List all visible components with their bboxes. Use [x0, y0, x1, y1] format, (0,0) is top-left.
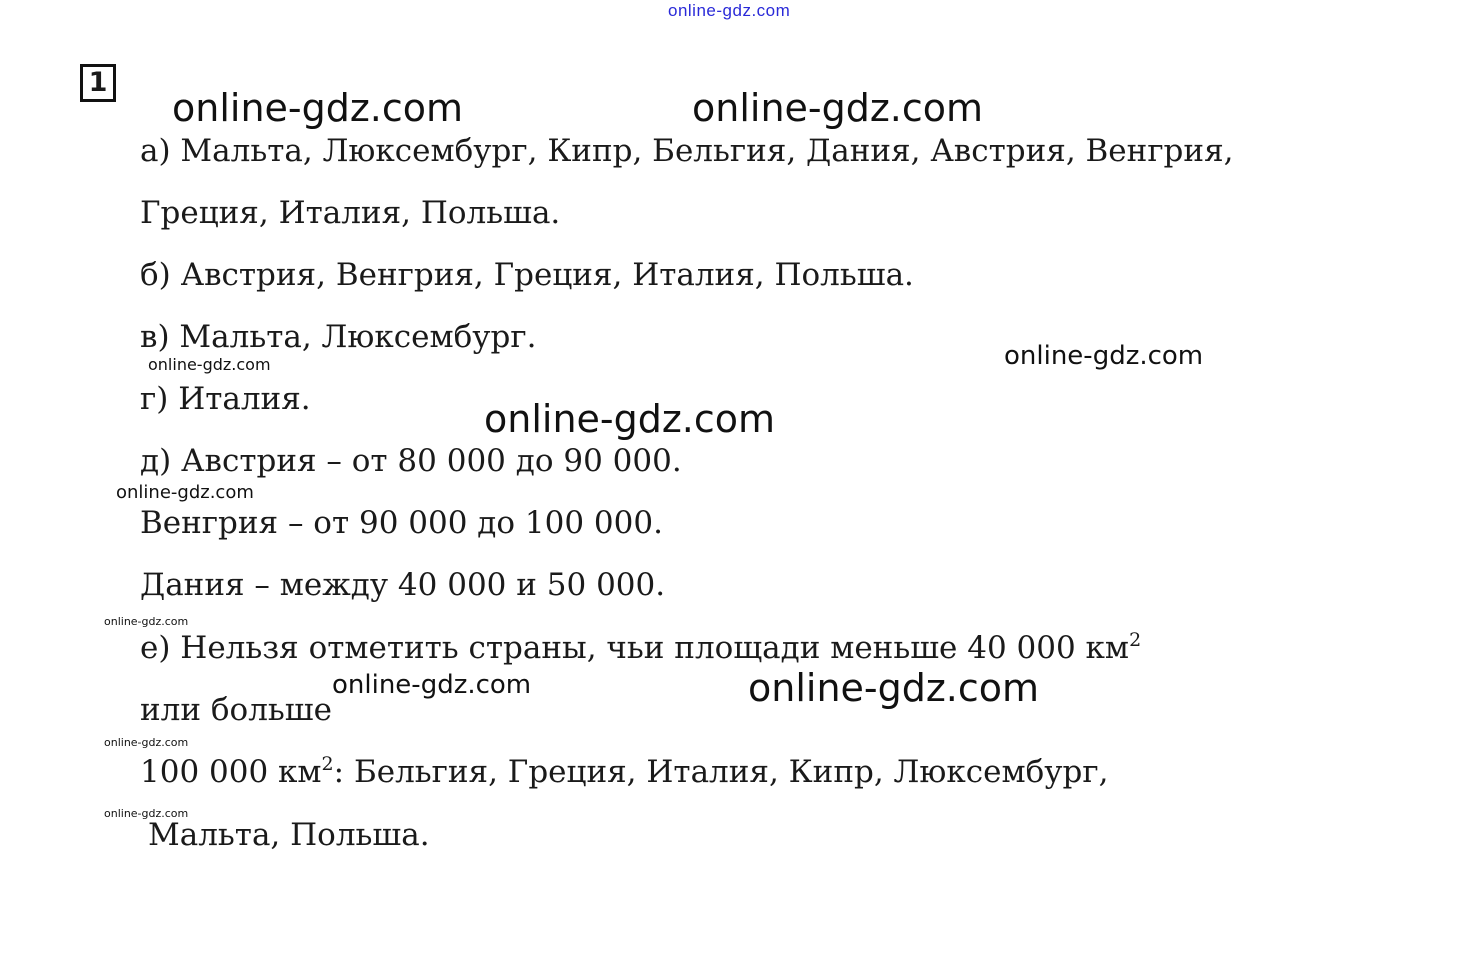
- watermark: online-gdz.com: [332, 670, 532, 700]
- answer-line-b: б) Австрия, Венгрия, Греция, Италия, Польша.: [140, 257, 914, 293]
- km-squared-superscript: 2: [321, 753, 334, 775]
- task-number-box: 1: [80, 64, 116, 102]
- answer-line-e-text: е) Нельзя отметить страны, чьи площади меньше 40 000 км: [140, 630, 1130, 666]
- watermark: online-gdz.com: [1004, 341, 1204, 371]
- answer-line-d: д) Австрия – от 80 000 до 90 000.: [140, 443, 682, 479]
- answer-line-e-cont: или больше: [140, 692, 332, 728]
- km-squared-superscript: 2: [1129, 629, 1142, 651]
- watermark: online-gdz.com: [692, 86, 984, 130]
- watermark: online-gdz.com: [172, 86, 464, 130]
- watermark: online-gdz.com: [148, 355, 271, 374]
- answer-line-d-hungary: Венгрия – от 90 000 до 100 000.: [140, 505, 663, 541]
- watermark: online-gdz.com: [116, 482, 254, 503]
- answer-line-g: г) Италия.: [140, 381, 311, 417]
- answer-line-e-countries: : Бельгия, Греция, Италия, Кипр, Люксембург,: [333, 754, 1109, 790]
- site-watermark-header: online-gdz.com: [668, 1, 791, 20]
- answer-line-e-number: 100 000 км: [140, 754, 322, 790]
- answer-line-e: [140, 628, 1141, 668]
- answer-line-v: в) Мальта, Люксембург.: [140, 319, 537, 355]
- answer-line-e-list: [140, 752, 1108, 792]
- watermark: online-gdz.com: [748, 666, 1040, 710]
- answer-line-d-denmark: Дания – между 40 000 и 50 000.: [140, 567, 666, 603]
- answer-line-a-cont: Греция, Италия, Польша.: [140, 195, 561, 231]
- answer-line-e-end: Мальта, Польша.: [148, 817, 430, 853]
- watermark: online-gdz.com: [104, 736, 189, 749]
- watermark: online-gdz.com: [104, 807, 189, 820]
- watermark: online-gdz.com: [484, 397, 776, 441]
- watermark: online-gdz.com: [104, 615, 189, 628]
- answer-line-a: а) Мальта, Люксембург, Кипр, Бельгия, Дания, Австрия, Венгрия,: [140, 133, 1234, 169]
